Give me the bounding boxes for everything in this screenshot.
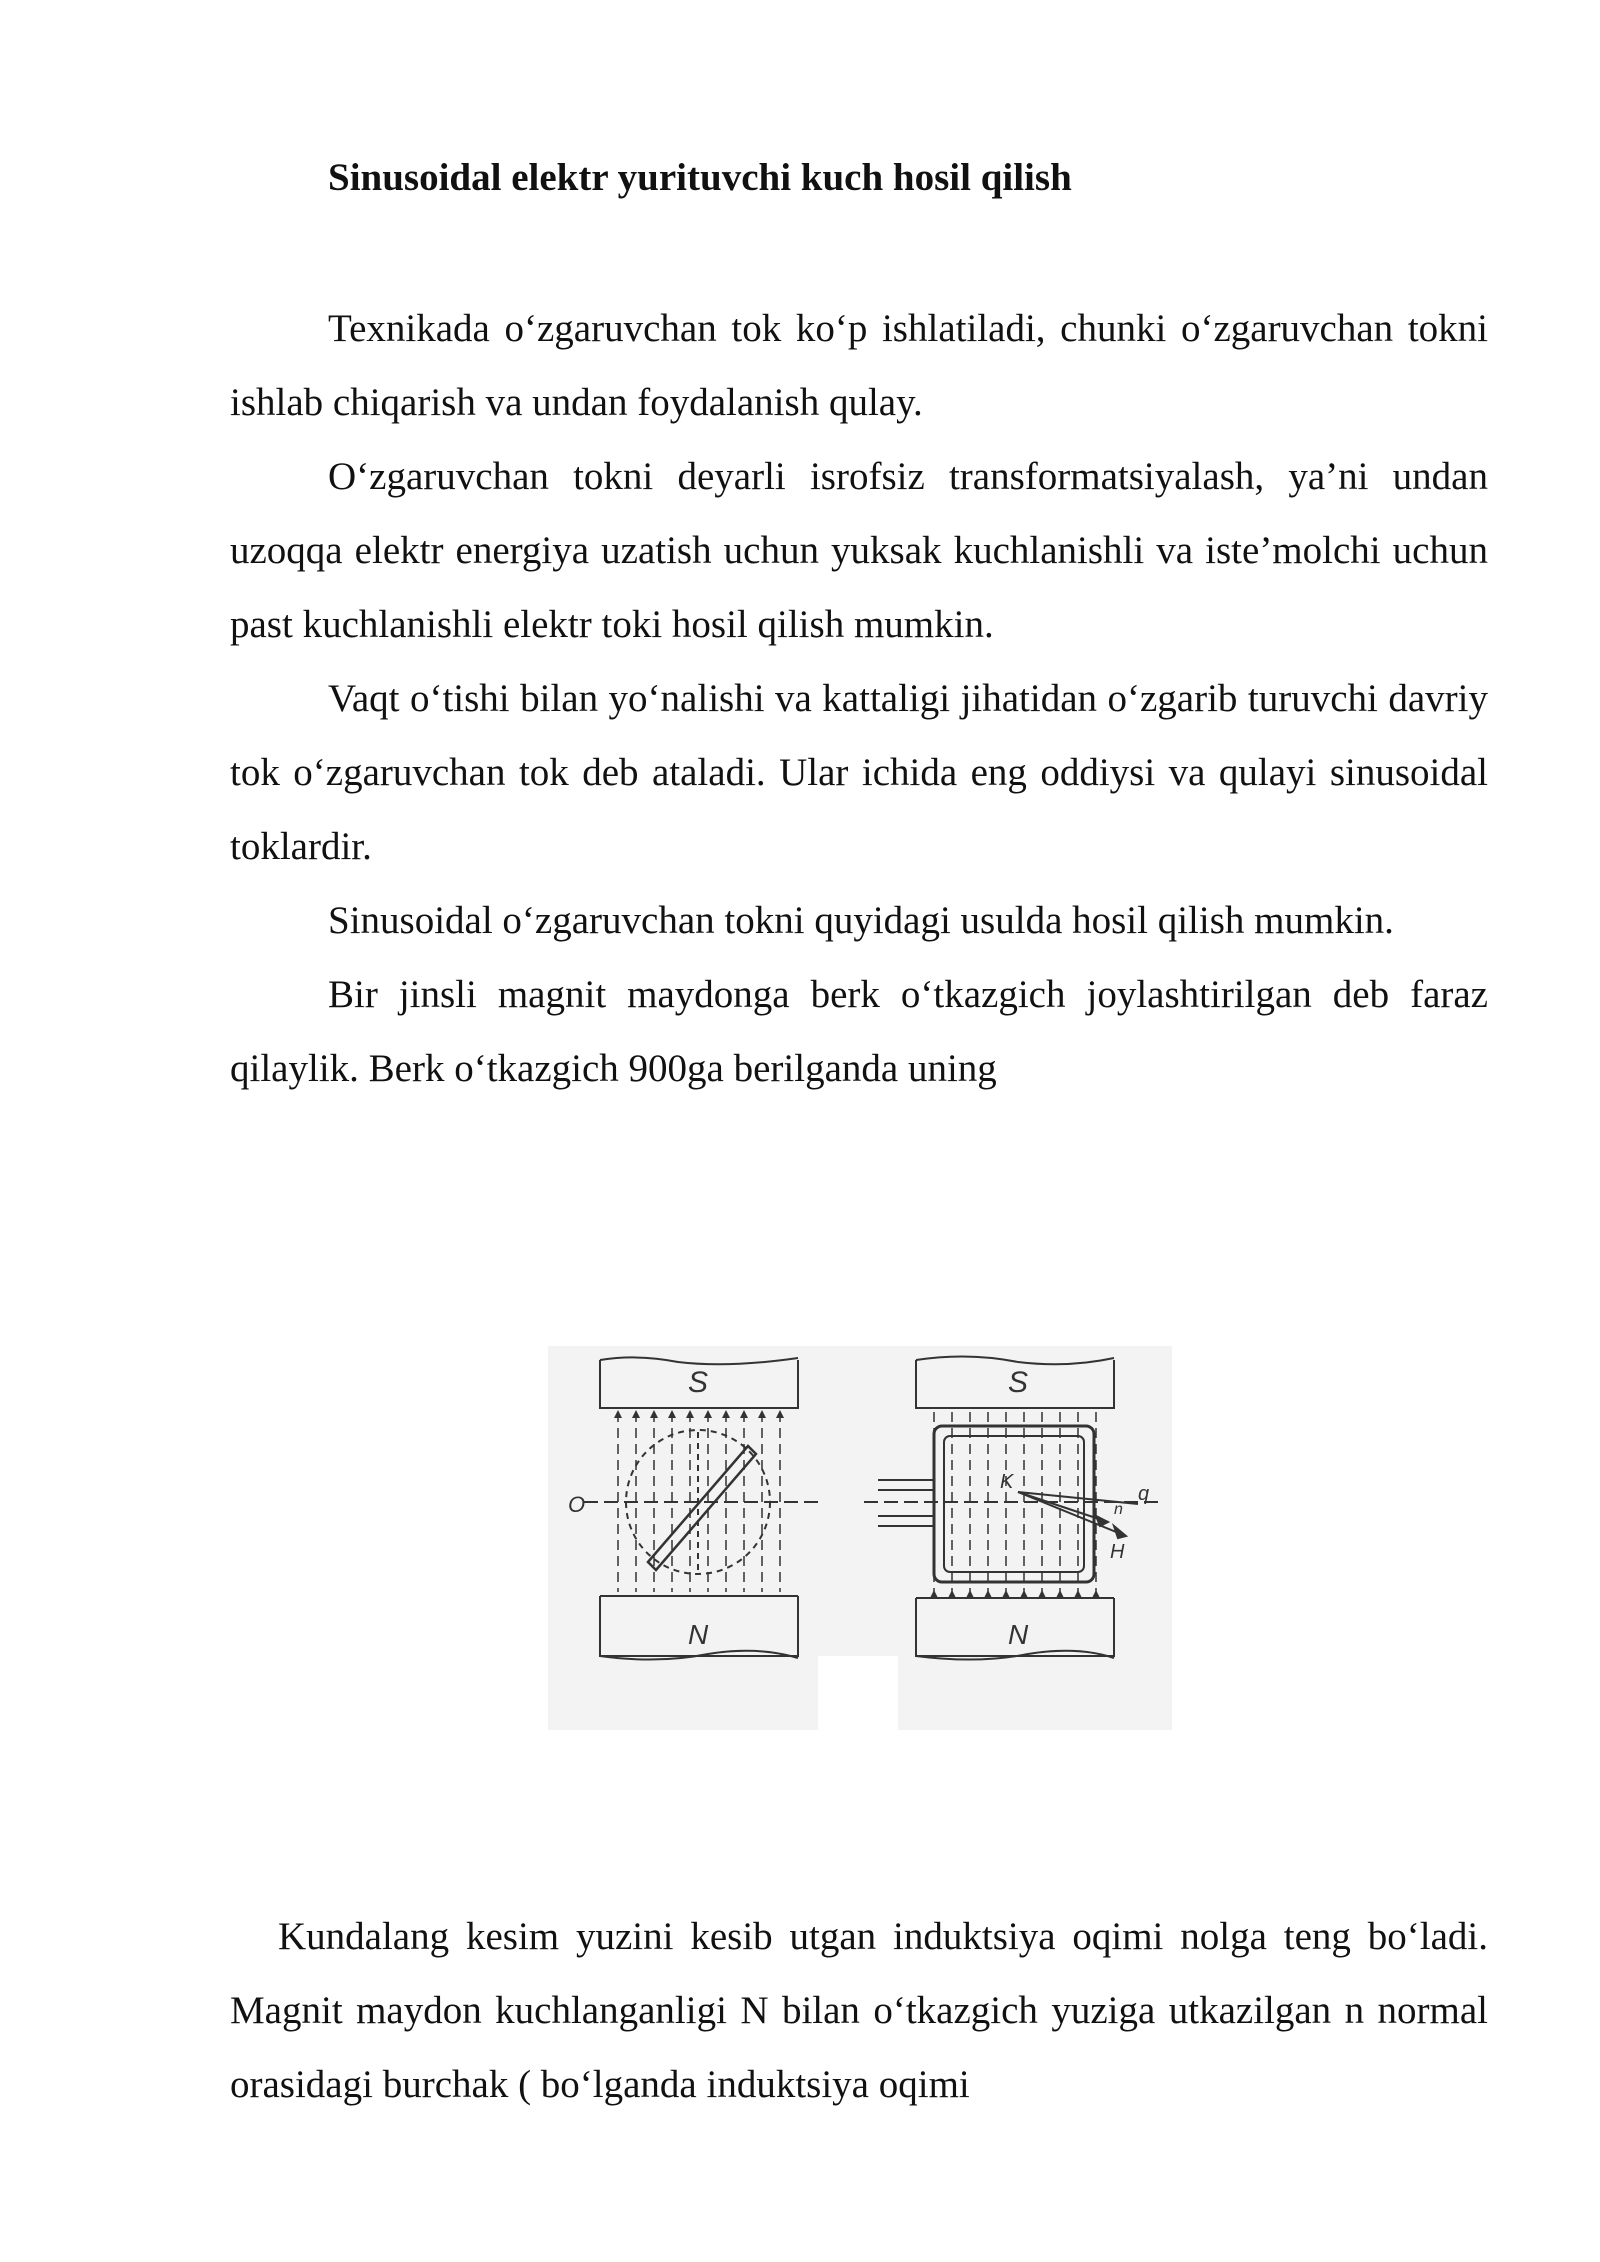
left-axis-label: O [568,1492,586,1517]
paragraph-4: Sinusoidal o‘zgaruvchan tokni quyidagi usulda hosil qilish mumkin. [328,899,1394,942]
document-title: Sinusoidal elektr yurituvchi kuch hosil qilish [328,156,1072,199]
right-q-label: q [1138,1483,1150,1505]
paragraph-1: Texnikada o‘zgaruvchan tok ko‘p ishlatiladi, chunki o‘zgaruvchan tokni ishlab chiqarish va undan foydalanish qulay. [230,307,1488,424]
left-top-pole-label: S [688,1366,709,1399]
left-bottom-pole-label: N [688,1619,709,1650]
right-h-label: H [1110,1541,1125,1563]
paragraph-5: Bir jinsli magnit maydonga berk o‘tkazgich joylashtirilgan deb faraz qilaylik. Berk o‘tkazgich 900ga berilganda uning [230,973,1488,1090]
magnet-conductor-figure [548,1346,1172,1730]
paragraph-2: O‘zgaruvchan tokni deyarli isrofsiz transformatsiyalash, ya’ni undan uzoqqa elektr energiya uzatish uchun yuksak kuchlanishli va iste’molchi uchun past kuchlanishli elektr toki hosil qilish mumkin. [230,455,1488,646]
right-n-label: n [1114,1501,1123,1518]
body-text-top [230,292,1488,1106]
paragraph-3: Vaqt o‘tishi bilan yo‘nalishi va kattaligi jihatidan o‘zgarib turuvchi davriy tok o‘zgaruvchan tok deb ataladi. Ular ichida eng oddiysi va qulayi sinusoidal toklardir. [230,677,1488,868]
figure-diagram [548,1346,1172,1730]
right-center-label: K [1000,1471,1014,1493]
right-top-pole-label: S [1008,1366,1029,1399]
paragraph-6: Kundalang kesim yuzini kesib utgan induktsiya oqimi nolga teng bo‘ladi. Magnit maydon kuchlanganligi N bilan o‘tkazgich yuziga utkazilgan n normal orasidagi burchak ( bo‘lganda induktsiya oqimi [230,1915,1488,2106]
right-bottom-pole-label: N [1008,1619,1029,1650]
body-text-bottom [230,1900,1488,2122]
